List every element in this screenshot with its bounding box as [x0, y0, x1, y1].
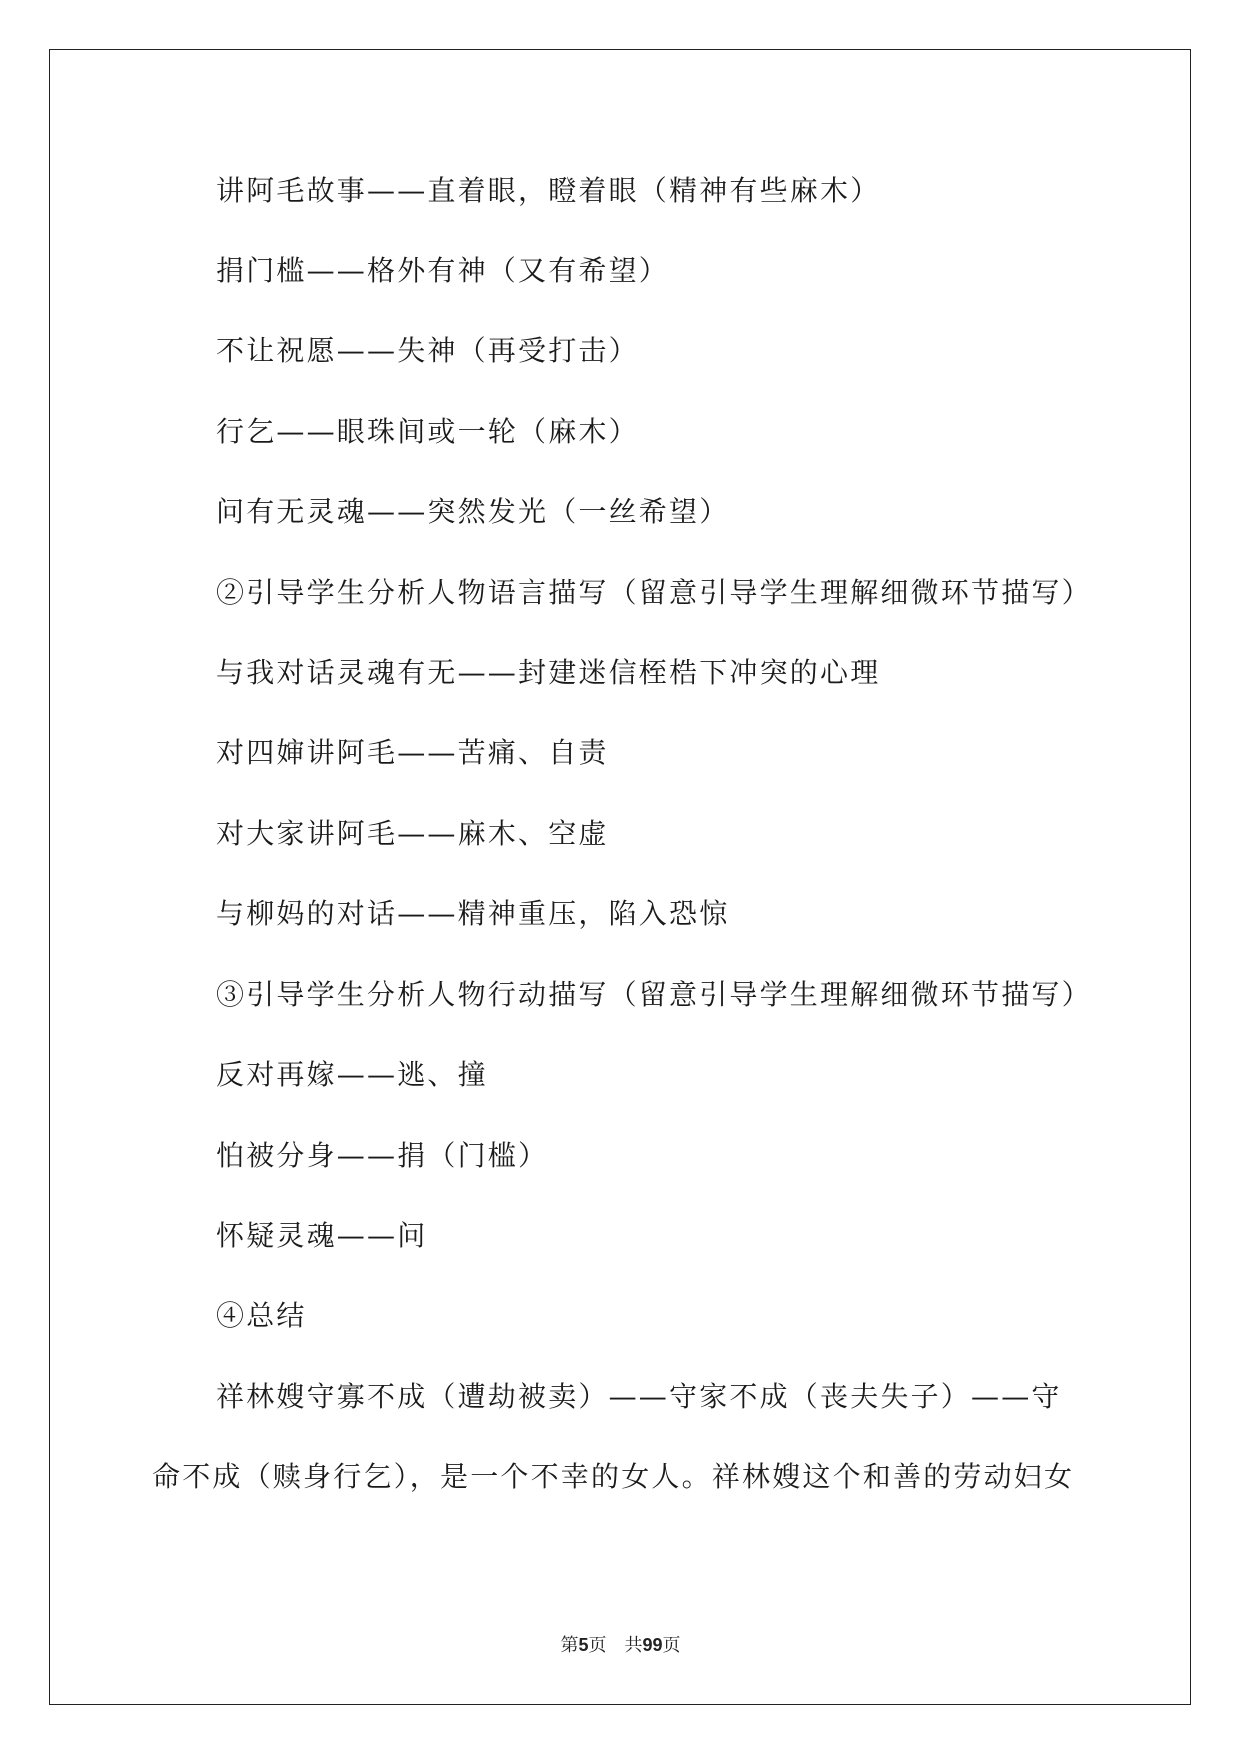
text-line: 怕被分身——捐（门槛） [216, 1139, 549, 1172]
text-line: 反对再嫁——逃、撞 [216, 1058, 488, 1091]
text-line: 捐门槛——格外有神（又有希望） [216, 254, 670, 287]
footer-prefix: 第 [560, 1635, 579, 1656]
text-line: 行乞——眼珠间或一轮（麻木） [216, 415, 639, 448]
section-heading: ③引导学生分析人物行动描写（留意引导学生理解细微环节描写） [216, 978, 1092, 1011]
text-line: 对大家讲阿毛——麻木、空虚 [216, 817, 609, 850]
section-heading: ④总结 [216, 1299, 307, 1332]
current-page-number: 5 [578, 1635, 589, 1655]
footer-mid: 页 共 [588, 1635, 643, 1656]
text-line: 讲阿毛故事——直着眼，瞪着眼（精神有些麻木） [216, 174, 881, 207]
section-heading: ②引导学生分析人物语言描写（留意引导学生理解细微环节描写） [216, 576, 1092, 609]
total-page-count: 99 [642, 1635, 663, 1655]
text-line: 与我对话灵魂有无——封建迷信桎梏下冲突的心理 [216, 656, 881, 689]
text-line: 不让祝愿——失神（再受打击） [216, 334, 639, 367]
page-footer [0, 1633, 1241, 1658]
paragraph-line: 祥林嫂守寡不成（遭劫被卖）——守家不成（丧夫失子）——守 [216, 1380, 1062, 1413]
text-line: 问有无灵魂——突然发光（一丝希望） [216, 495, 730, 528]
text-line: 对四婶讲阿毛——苦痛、自责 [216, 736, 609, 769]
text-line: 怀疑灵魂——问 [216, 1219, 428, 1252]
paragraph-line: 命不成（赎身行乞），是一个不幸的女人。祥林嫂这个和善的劳动妇女 [152, 1460, 1075, 1493]
page-border [49, 49, 1191, 1705]
text-line: 与柳妈的对话——精神重压，陷入恐惊 [216, 897, 730, 930]
footer-suffix: 页 [662, 1635, 681, 1656]
